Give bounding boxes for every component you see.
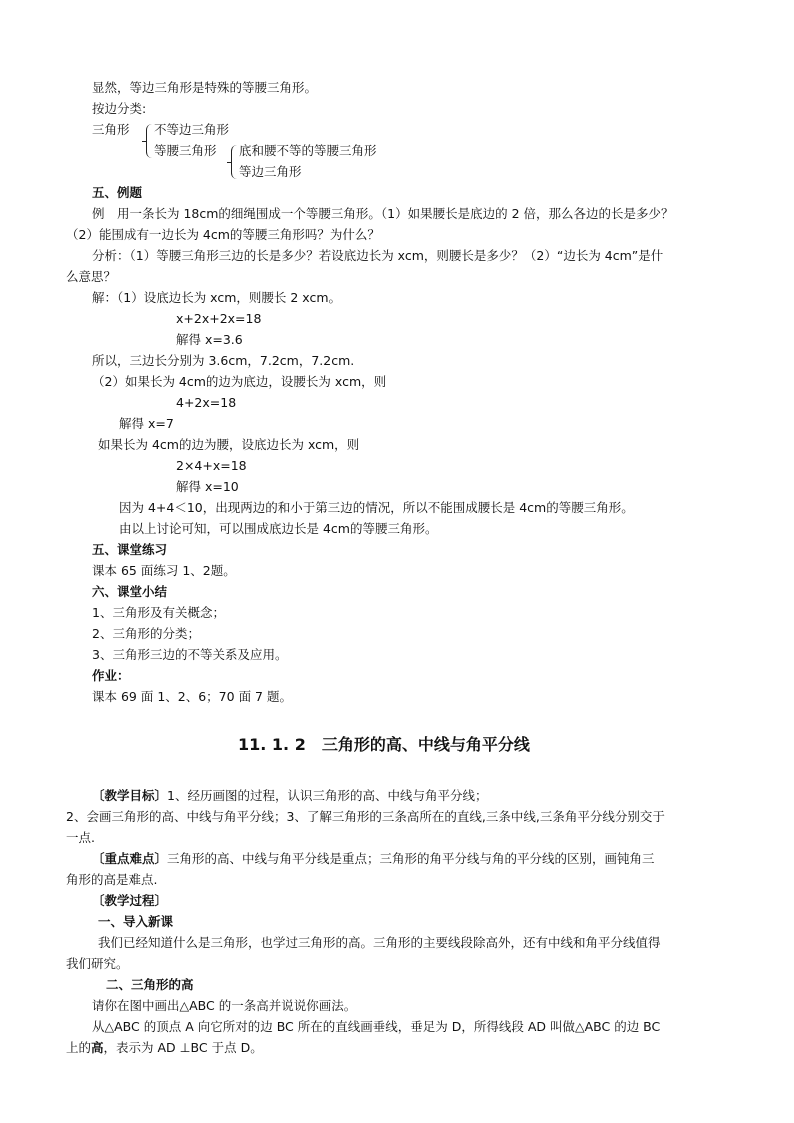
heading: 二、三角形的高 — [106, 977, 194, 992]
text: ，表示为 AD ⊥BC 于点 D。 — [103, 1040, 263, 1055]
tree-item: 等腰三角形 — [154, 143, 217, 158]
text-line: 按边分类: — [92, 101, 147, 116]
text-line: 由以上讨论可知，可以围成底边长是 4cm的等腰三角形。 — [119, 521, 438, 536]
text: 上的 — [66, 1040, 92, 1055]
text-line: 2、会画三角形的高、中线与角平分线；3、了解三角形的三条高所在的直线,三条中线,三条角平分线分别交于 — [66, 809, 665, 824]
equation: 4+2x=18 — [176, 395, 237, 410]
equation: 解得 x=10 — [176, 479, 239, 494]
text-line: 所以，三边长分别为 3.6cm，7.2cm，7.2cm. — [92, 353, 355, 368]
text-line: 我们研究。 — [66, 956, 129, 971]
heading: 作业： — [92, 668, 130, 683]
text: 三角形的高、中线与角平分线是重点；三角形的角平分线与角的平分线的区别，画钝角三 — [167, 851, 655, 866]
brace-icon — [146, 124, 152, 158]
heading: 五、课堂练习 — [92, 542, 168, 557]
brace-icon — [231, 145, 237, 179]
text-line: 课本 69 面 1、2、6；70 面 7 题。 — [92, 689, 292, 704]
tree-item: 等边三角形 — [239, 164, 302, 179]
equation: 解得 x=3.6 — [176, 332, 243, 347]
heading: 〔教学过程〕 — [92, 893, 168, 908]
text-line: 分析：（1）等腰三角形三边的长是多少？若设底边长为 xcm，则腰长是多少？（2）“边长为 4cm”是什 — [92, 248, 664, 263]
label: 〔重点难点〕 — [92, 851, 168, 866]
text-line: 3、三角形三边的不等关系及应用。 — [92, 647, 288, 662]
text-line: 因为 4+4＜10，出现两边的和小于第三边的情况，所以不能围成腰长是 4cm的等腰三角形。 — [119, 500, 634, 515]
section-title: 11. 1. 2 三角形的高、中线与角平分线 — [238, 735, 530, 754]
label: 〔教学目标〕 — [92, 788, 168, 803]
text-line: 请你在图中画出△ABC 的一条高并说说你画法。 — [92, 998, 357, 1013]
equation: 解得 x=7 — [119, 416, 174, 431]
text-line: 么意思？ — [66, 269, 117, 284]
term: 高 — [91, 1040, 104, 1055]
text-line: 解：（1）设底边长为 xcm，则腰长 2 xcm。 — [92, 290, 342, 305]
text-line — [92, 851, 655, 867]
text-line: 例 用一条长为 18cm的细绳围成一个等腰三角形。（1）如果腰长是底边的 2 倍，那么各边的长是多少？ — [92, 206, 674, 221]
tree-item: 底和腰不等的等腰三角形 — [239, 143, 377, 158]
text-line: 从△ABC 的顶点 A 向它所对的边 BC 所在的直线画垂线，垂足为 D，所得线段 AD 叫做△ABC 的边 BC — [92, 1019, 661, 1034]
text-line: 显然，等边三角形是特殊的等腰三角形。 — [92, 80, 318, 95]
heading: 一、导入新课 — [98, 914, 174, 929]
tree-item: 不等边三角形 — [154, 122, 230, 137]
text: 1、经历画图的过程，认识三角形的高、中线与角平分线； — [167, 788, 488, 803]
text-line: 如果长为 4cm的边为腰，设底边长为 xcm，则 — [98, 437, 360, 452]
text-line: 角形的高是难点. — [66, 872, 158, 887]
text-line — [92, 788, 487, 804]
text-line: （2）如果长为 4cm的边为底边，设腰长为 xcm，则 — [92, 374, 387, 389]
text-line: （2）能围成有一边长为 4cm的等腰三角形吗？为什么？ — [66, 227, 380, 242]
heading: 五、例题 — [92, 185, 143, 200]
text-line: 课本 65 面练习 1、2题。 — [92, 563, 236, 578]
text-line: 1、三角形及有关概念； — [92, 605, 225, 620]
equation: x+2x+2x=18 — [176, 311, 262, 326]
tree-root: 三角形 — [92, 122, 130, 137]
text-line — [66, 1040, 263, 1056]
text-line: 我们已经知道什么是三角形，也学过三角形的高。三角形的主要线段除高外，还有中线和角平分线值得 — [98, 935, 661, 950]
text-line: 2、三角形的分类； — [92, 626, 200, 641]
text-line: 一点. — [66, 830, 95, 845]
equation: 2×4+x=18 — [176, 458, 247, 473]
heading: 六、课堂小结 — [92, 584, 168, 599]
